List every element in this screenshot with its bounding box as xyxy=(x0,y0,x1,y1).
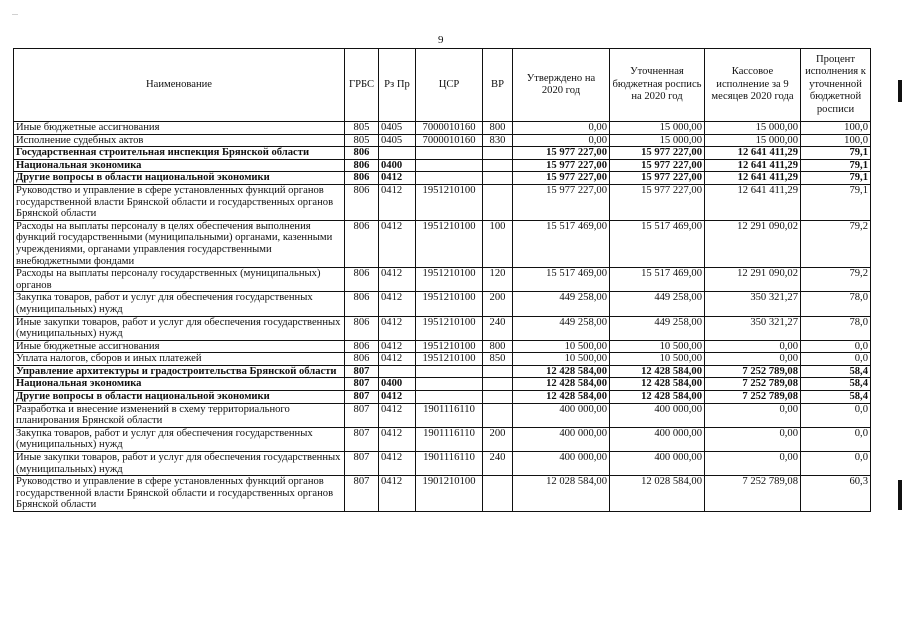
cell-csr xyxy=(416,172,483,185)
cell-cash: 0,00 xyxy=(705,403,801,427)
cell-csr: 7000010160 xyxy=(416,122,483,135)
table-row xyxy=(14,220,871,267)
cell-approved: 12 428 584,00 xyxy=(513,378,610,391)
cell-grbs: 806 xyxy=(345,172,379,185)
table-row xyxy=(14,159,871,172)
cell-csr: 1951210100 xyxy=(416,316,483,340)
cell-vr: 200 xyxy=(483,292,513,316)
cell-percent: 100,0 xyxy=(801,122,871,135)
corner-mark: ... xyxy=(12,8,18,17)
cell-refined: 15 977 227,00 xyxy=(610,184,705,220)
table-row xyxy=(14,122,871,135)
header-cash: Кассовое исполнение за 9 месяцев 2020 года xyxy=(705,49,801,122)
cell-name: Руководство и управление в сфере установленных функций органов государственной власти Брянской области и государственных органов Брянской области xyxy=(14,476,345,512)
cell-grbs: 807 xyxy=(345,378,379,391)
cell-csr: 1901116110 xyxy=(416,427,483,451)
cell-rzpr xyxy=(379,365,416,378)
cell-csr: 1901116110 xyxy=(416,403,483,427)
cell-refined: 10 500,00 xyxy=(610,340,705,353)
cell-cash: 7 252 789,08 xyxy=(705,365,801,378)
cell-name: Другие вопросы в области национальной экономики xyxy=(14,391,345,404)
cell-refined: 12 428 584,00 xyxy=(610,378,705,391)
cell-name: Иные закупки товаров, работ и услуг для обеспечения государственных (муниципальных) нужд xyxy=(14,452,345,476)
cell-name: Закупка товаров, работ и услуг для обеспечения государственных (муниципальных) нужд xyxy=(14,292,345,316)
cell-grbs: 807 xyxy=(345,452,379,476)
cell-cash: 350 321,27 xyxy=(705,316,801,340)
cell-vr: 800 xyxy=(483,340,513,353)
cell-vr xyxy=(483,378,513,391)
cell-csr: 1951210100 xyxy=(416,292,483,316)
cell-refined: 10 500,00 xyxy=(610,353,705,366)
cell-vr: 240 xyxy=(483,316,513,340)
cell-refined: 12 028 584,00 xyxy=(610,476,705,512)
cell-refined: 400 000,00 xyxy=(610,403,705,427)
cell-grbs: 806 xyxy=(345,220,379,267)
cell-percent: 79,1 xyxy=(801,184,871,220)
cell-name: Иные закупки товаров, работ и услуг для обеспечения государственных (муниципальных) нужд xyxy=(14,316,345,340)
cell-cash: 15 000,00 xyxy=(705,122,801,135)
cell-csr: 1951210100 xyxy=(416,184,483,220)
table-row xyxy=(14,316,871,340)
table-header-row xyxy=(14,49,871,122)
cell-vr xyxy=(483,365,513,378)
cell-vr xyxy=(483,476,513,512)
cell-rzpr: 0412 xyxy=(379,353,416,366)
cell-vr: 830 xyxy=(483,134,513,147)
cell-cash: 0,00 xyxy=(705,452,801,476)
cell-refined: 449 258,00 xyxy=(610,292,705,316)
budget-execution-table xyxy=(13,48,871,512)
cell-approved: 449 258,00 xyxy=(513,292,610,316)
cell-name: Иные бюджетные ассигнования xyxy=(14,122,345,135)
cell-cash: 15 000,00 xyxy=(705,134,801,147)
cell-percent: 58,4 xyxy=(801,378,871,391)
cell-rzpr: 0412 xyxy=(379,268,416,292)
cell-refined: 15 000,00 xyxy=(610,134,705,147)
cell-csr: 1901210100 xyxy=(416,476,483,512)
cell-rzpr: 0400 xyxy=(379,159,416,172)
cell-refined: 12 428 584,00 xyxy=(610,365,705,378)
cell-vr: 240 xyxy=(483,452,513,476)
cell-cash: 12 291 090,02 xyxy=(705,268,801,292)
cell-rzpr: 0405 xyxy=(379,134,416,147)
cell-cash: 7 252 789,08 xyxy=(705,476,801,512)
cell-grbs: 807 xyxy=(345,427,379,451)
cell-grbs: 805 xyxy=(345,134,379,147)
cell-csr: 1951210100 xyxy=(416,353,483,366)
table-row xyxy=(14,134,871,147)
table-body xyxy=(14,122,871,512)
cell-rzpr: 0412 xyxy=(379,220,416,267)
cell-grbs: 806 xyxy=(345,316,379,340)
table-row xyxy=(14,292,871,316)
cell-grbs: 806 xyxy=(345,147,379,160)
cell-rzpr: 0412 xyxy=(379,340,416,353)
cell-percent: 0,0 xyxy=(801,353,871,366)
scan-edge-mark xyxy=(898,80,902,102)
cell-grbs: 807 xyxy=(345,403,379,427)
cell-grbs: 806 xyxy=(345,184,379,220)
table-row xyxy=(14,403,871,427)
cell-csr: 1951210100 xyxy=(416,268,483,292)
cell-vr xyxy=(483,403,513,427)
cell-percent: 60,3 xyxy=(801,476,871,512)
cell-approved: 15 977 227,00 xyxy=(513,159,610,172)
cell-percent: 0,0 xyxy=(801,427,871,451)
cell-cash: 12 291 090,02 xyxy=(705,220,801,267)
cell-grbs: 805 xyxy=(345,122,379,135)
cell-vr xyxy=(483,159,513,172)
cell-grbs: 806 xyxy=(345,268,379,292)
cell-name: Расходы на выплаты персоналу государственных (муниципальных) органов xyxy=(14,268,345,292)
cell-percent: 0,0 xyxy=(801,403,871,427)
cell-csr: 1951210100 xyxy=(416,340,483,353)
cell-refined: 12 428 584,00 xyxy=(610,391,705,404)
cell-refined: 400 000,00 xyxy=(610,452,705,476)
cell-vr: 100 xyxy=(483,220,513,267)
header-rzpr: Рз Пр xyxy=(379,49,416,122)
cell-csr: 7000010160 xyxy=(416,134,483,147)
cell-cash: 12 641 411,29 xyxy=(705,172,801,185)
cell-cash: 0,00 xyxy=(705,340,801,353)
cell-name: Исполнение судебных актов xyxy=(14,134,345,147)
cell-grbs: 807 xyxy=(345,391,379,404)
cell-percent: 79,2 xyxy=(801,220,871,267)
cell-name: Руководство и управление в сфере установленных функций органов государственной власти Брянской области и государственных органов Брянской области xyxy=(14,184,345,220)
cell-vr: 850 xyxy=(483,353,513,366)
cell-vr: 200 xyxy=(483,427,513,451)
cell-rzpr: 0412 xyxy=(379,184,416,220)
scan-edge-mark xyxy=(898,480,902,510)
cell-cash: 12 641 411,29 xyxy=(705,184,801,220)
cell-approved: 10 500,00 xyxy=(513,340,610,353)
header-vr: ВР xyxy=(483,49,513,122)
cell-grbs: 807 xyxy=(345,365,379,378)
cell-approved: 15 517 469,00 xyxy=(513,268,610,292)
cell-rzpr: 0412 xyxy=(379,476,416,512)
cell-csr xyxy=(416,391,483,404)
cell-approved: 15 517 469,00 xyxy=(513,220,610,267)
cell-name: Национальная экономика xyxy=(14,159,345,172)
table-row xyxy=(14,268,871,292)
cell-name: Разработка и внесение изменений в схему территориального планирования Брянской области xyxy=(14,403,345,427)
cell-name: Закупка товаров, работ и услуг для обеспечения государственных (муниципальных) нужд xyxy=(14,427,345,451)
table-row xyxy=(14,391,871,404)
cell-rzpr xyxy=(379,147,416,160)
table-row xyxy=(14,378,871,391)
cell-grbs: 806 xyxy=(345,340,379,353)
cell-grbs: 806 xyxy=(345,159,379,172)
header-percent: Процент исполнения к уточненной бюджетной росписи xyxy=(801,49,871,122)
cell-csr xyxy=(416,159,483,172)
cell-vr: 800 xyxy=(483,122,513,135)
cell-approved: 15 977 227,00 xyxy=(513,184,610,220)
cell-vr xyxy=(483,184,513,220)
table-row xyxy=(14,340,871,353)
cell-percent: 0,0 xyxy=(801,340,871,353)
cell-refined: 15 000,00 xyxy=(610,122,705,135)
cell-csr xyxy=(416,147,483,160)
cell-rzpr: 0412 xyxy=(379,391,416,404)
cell-approved: 0,00 xyxy=(513,122,610,135)
cell-percent: 58,4 xyxy=(801,365,871,378)
page-number: 9 xyxy=(438,34,444,46)
cell-rzpr: 0412 xyxy=(379,452,416,476)
cell-vr xyxy=(483,147,513,160)
cell-name: Государственная строительная инспекция Брянской области xyxy=(14,147,345,160)
cell-rzpr: 0400 xyxy=(379,378,416,391)
cell-cash: 0,00 xyxy=(705,427,801,451)
cell-cash: 7 252 789,08 xyxy=(705,391,801,404)
cell-approved: 12 428 584,00 xyxy=(513,365,610,378)
table-row xyxy=(14,427,871,451)
cell-vr xyxy=(483,391,513,404)
cell-approved: 15 977 227,00 xyxy=(513,147,610,160)
table-row xyxy=(14,476,871,512)
table-row xyxy=(14,353,871,366)
cell-grbs: 806 xyxy=(345,353,379,366)
cell-percent: 0,0 xyxy=(801,452,871,476)
cell-percent: 100,0 xyxy=(801,134,871,147)
cell-approved: 12 428 584,00 xyxy=(513,391,610,404)
header-csr: ЦСР xyxy=(416,49,483,122)
cell-rzpr: 0412 xyxy=(379,427,416,451)
cell-approved: 400 000,00 xyxy=(513,403,610,427)
cell-refined: 400 000,00 xyxy=(610,427,705,451)
cell-refined: 449 258,00 xyxy=(610,316,705,340)
cell-percent: 79,1 xyxy=(801,159,871,172)
cell-cash: 0,00 xyxy=(705,353,801,366)
cell-cash: 7 252 789,08 xyxy=(705,378,801,391)
cell-rzpr: 0412 xyxy=(379,172,416,185)
cell-percent: 78,0 xyxy=(801,292,871,316)
cell-cash: 350 321,27 xyxy=(705,292,801,316)
cell-grbs: 806 xyxy=(345,292,379,316)
cell-approved: 400 000,00 xyxy=(513,427,610,451)
cell-approved: 449 258,00 xyxy=(513,316,610,340)
cell-approved: 0,00 xyxy=(513,134,610,147)
cell-rzpr: 0412 xyxy=(379,403,416,427)
table-row xyxy=(14,452,871,476)
header-name: Наименование xyxy=(14,49,345,122)
cell-approved: 12 028 584,00 xyxy=(513,476,610,512)
cell-name: Уплата налогов, сборов и иных платежей xyxy=(14,353,345,366)
cell-name: Другие вопросы в области национальной экономики xyxy=(14,172,345,185)
cell-percent: 79,2 xyxy=(801,268,871,292)
cell-refined: 15 977 227,00 xyxy=(610,159,705,172)
table-row xyxy=(14,365,871,378)
table-row xyxy=(14,184,871,220)
header-approved: Утверждено на 2020 год xyxy=(513,49,610,122)
cell-approved: 15 977 227,00 xyxy=(513,172,610,185)
header-grbs: ГРБС xyxy=(345,49,379,122)
cell-percent: 78,0 xyxy=(801,316,871,340)
cell-vr xyxy=(483,172,513,185)
cell-rzpr: 0405 xyxy=(379,122,416,135)
cell-approved: 10 500,00 xyxy=(513,353,610,366)
cell-cash: 12 641 411,29 xyxy=(705,159,801,172)
cell-refined: 15 977 227,00 xyxy=(610,147,705,160)
cell-rzpr: 0412 xyxy=(379,292,416,316)
cell-refined: 15 517 469,00 xyxy=(610,220,705,267)
cell-percent: 79,1 xyxy=(801,147,871,160)
cell-csr xyxy=(416,378,483,391)
cell-rzpr: 0412 xyxy=(379,316,416,340)
cell-percent: 79,1 xyxy=(801,172,871,185)
cell-cash: 12 641 411,29 xyxy=(705,147,801,160)
table-row xyxy=(14,172,871,185)
cell-csr: 1951210100 xyxy=(416,220,483,267)
header-refined: Уточненная бюджетная роспись на 2020 год xyxy=(610,49,705,122)
cell-name: Иные бюджетные ассигнования xyxy=(14,340,345,353)
cell-refined: 15 517 469,00 xyxy=(610,268,705,292)
cell-refined: 15 977 227,00 xyxy=(610,172,705,185)
table-row xyxy=(14,147,871,160)
cell-percent: 58,4 xyxy=(801,391,871,404)
cell-approved: 400 000,00 xyxy=(513,452,610,476)
cell-name: Расходы на выплаты персоналу в целях обеспечения выполнения функций государственными (муниципальными) органами, казенными учреждениями, органами управления государственными внебюджетными фондами xyxy=(14,220,345,267)
cell-grbs: 807 xyxy=(345,476,379,512)
cell-name: Национальная экономика xyxy=(14,378,345,391)
cell-name: Управление архитектуры и градостроительства Брянской области xyxy=(14,365,345,378)
cell-csr: 1901116110 xyxy=(416,452,483,476)
cell-csr xyxy=(416,365,483,378)
cell-vr: 120 xyxy=(483,268,513,292)
